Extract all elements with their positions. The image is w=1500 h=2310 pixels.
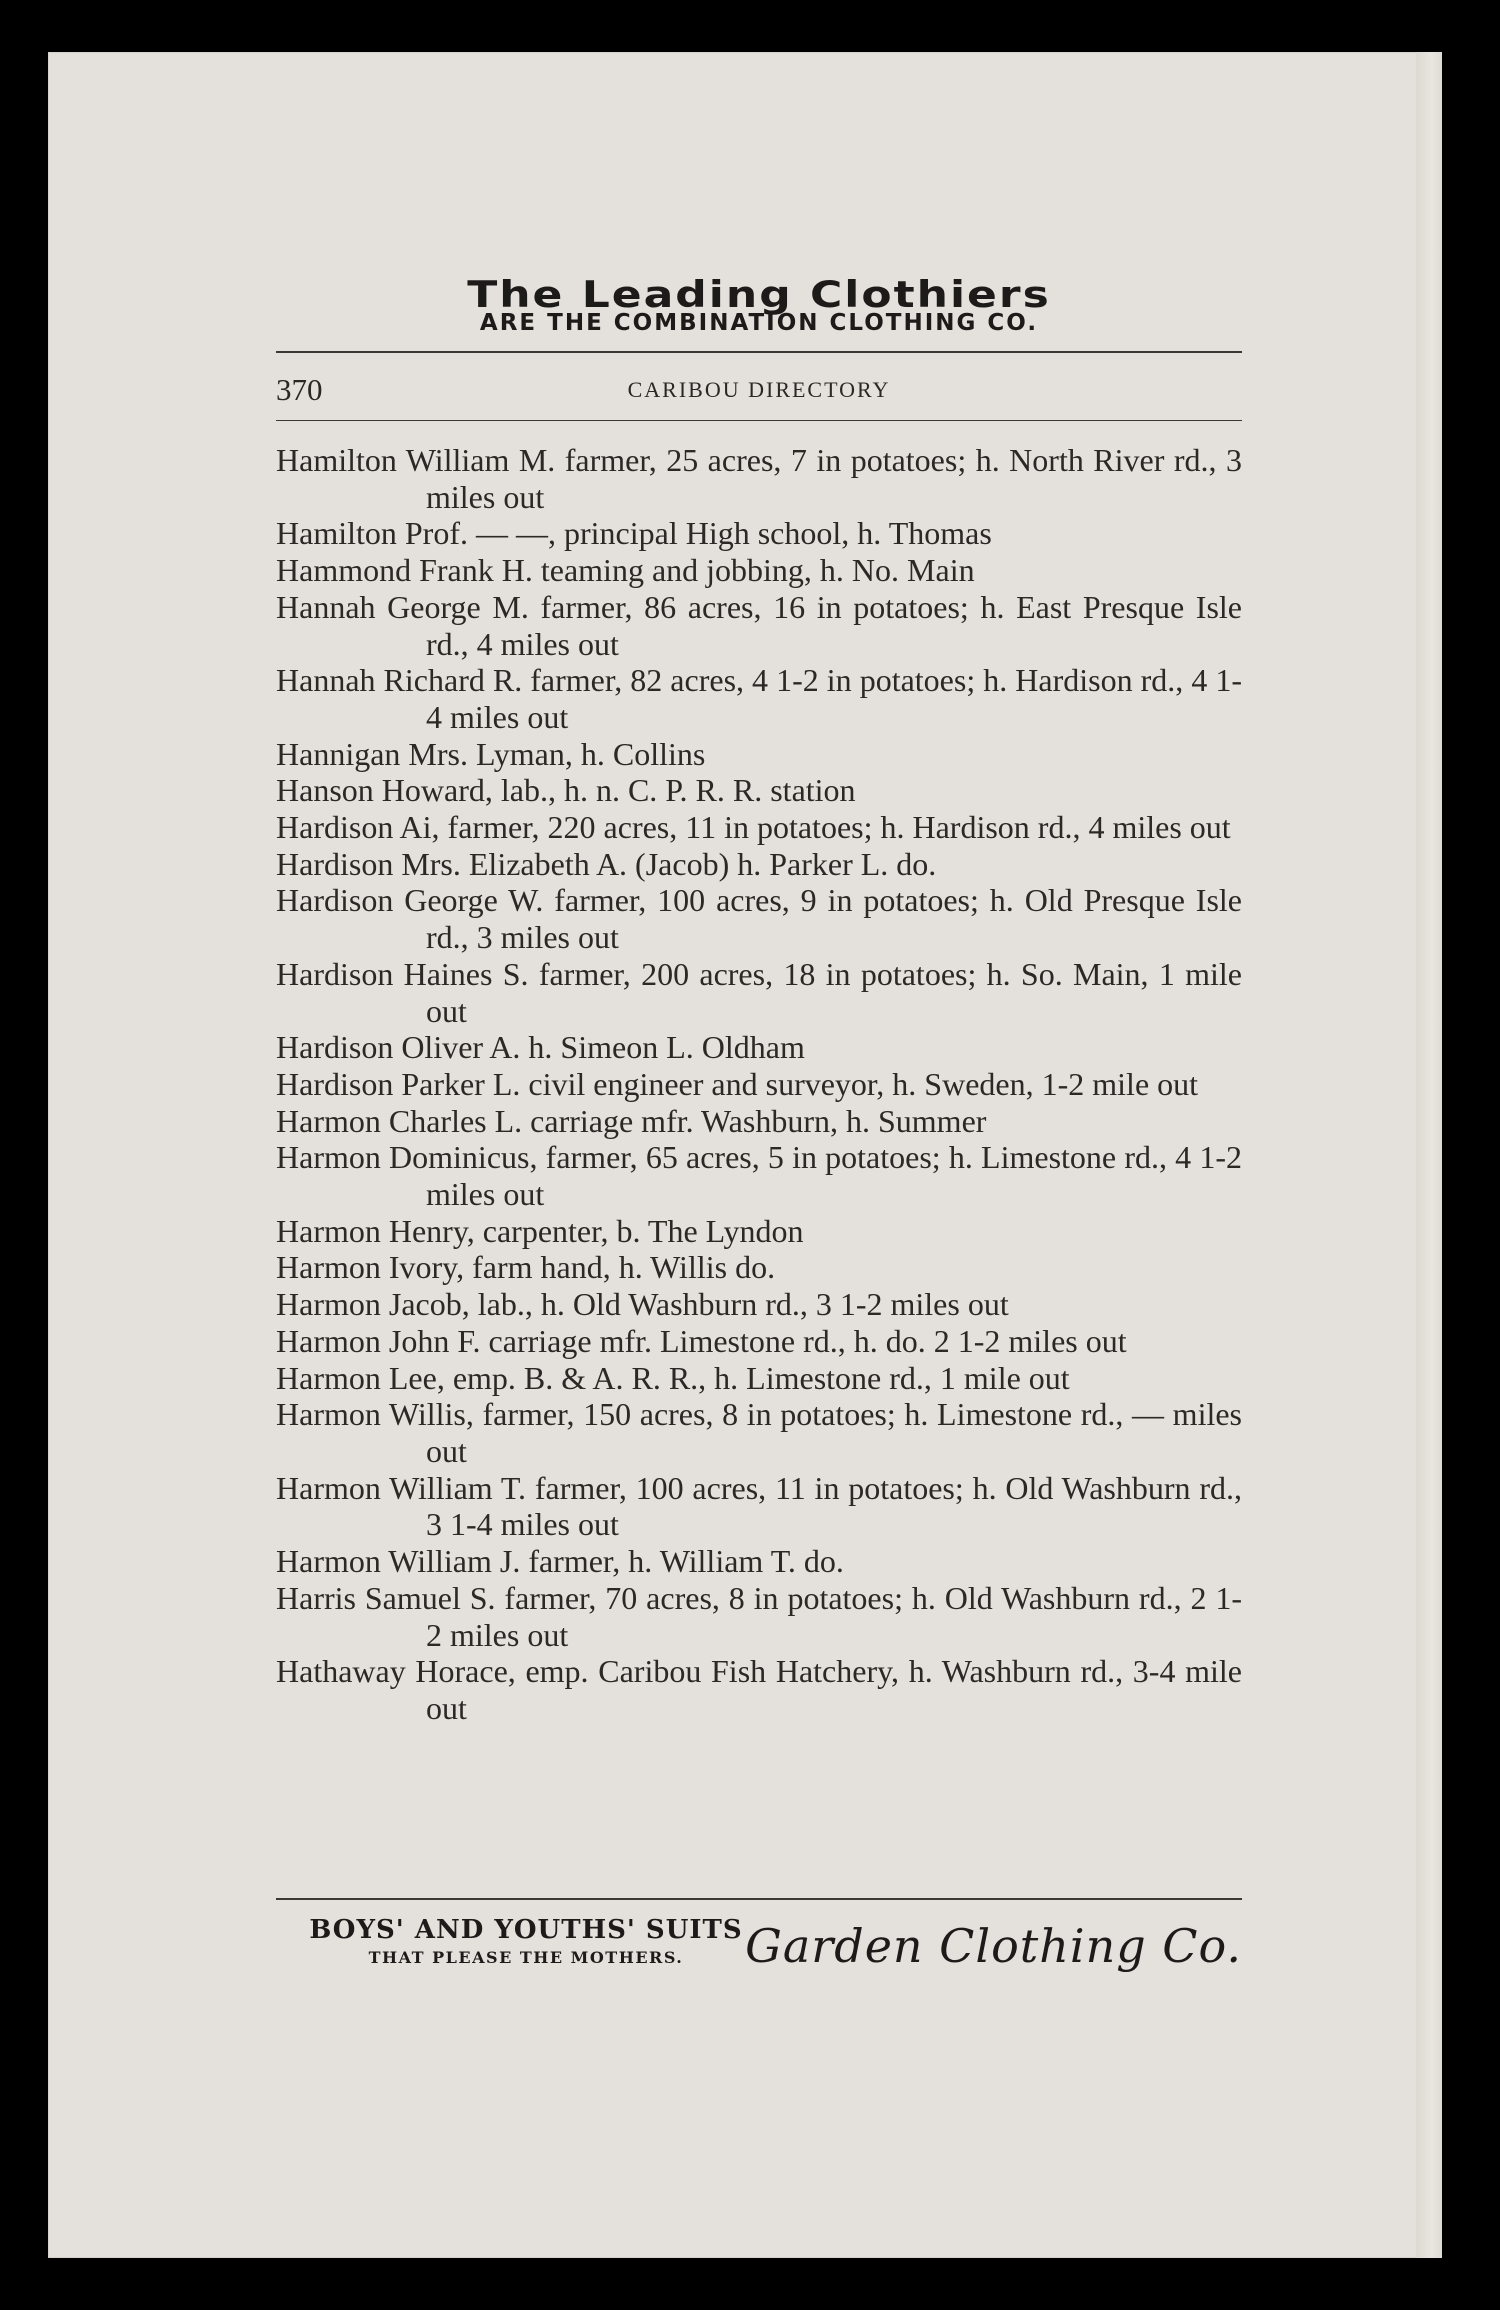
directory-entry: Harmon Ivory, farm hand, h. Willis do. [276, 1249, 776, 1286]
directory-entry: Harris Samuel S. farmer, 70 acres, 8 in potatoes; h. Old Washburn rd., 2 1-2 miles out [276, 1579, 1242, 1653]
directory-entry: Hannah George M. farmer, 86 acres, 16 in potatoes; h. East Presque Isle rd., 4 miles out [276, 588, 1242, 662]
directory-entry: Hannah Richard R. farmer, 82 acres, 4 1-2 in potatoes; h. Hardison rd., 4 1-4 miles out [276, 662, 1242, 735]
running-head-rule [276, 420, 1242, 421]
directory-entry: Hardison Haines S. farmer, 200 acres, 18 in potatoes; h. So. Main, 1 mile out [276, 955, 1242, 1029]
directory-entry: Hardison Ai, farmer, 220 acres, 11 in potatoes; h. Hardison rd., 4 miles out [276, 809, 1231, 846]
directory-entries [276, 442, 1242, 1727]
directory-entry: Harmon Willis, farmer, 150 acres, 8 in potatoes; h. Limestone rd., — miles out [276, 1396, 1242, 1469]
directory-entry: Hammond Frank H. teaming and jobbing, h. No. Main [276, 552, 975, 589]
directory-entry: Hamilton William M. farmer, 25 acres, 7 in potatoes; h. North River rd., 3 miles out [276, 442, 1242, 515]
footer-ad-tagline [276, 1914, 776, 1970]
footer-advertisement [276, 1914, 1242, 1994]
header-advertisement [276, 267, 1242, 337]
running-head [276, 370, 1242, 410]
header-ad-title: The Leading Clothiers [467, 274, 1051, 316]
header-ad-subtitle: ARE THE COMBINATION CLOTHING CO. [479, 310, 1039, 336]
directory-entry: Hardison Parker L. civil engineer and surveyor, h. Sweden, 1-2 mile out [276, 1065, 1199, 1102]
directory-entry: Harmon Lee, emp. B. & A. R. R., h. Limestone rd., 1 mile out [276, 1359, 1070, 1396]
directory-entry: Harmon William J. farmer, h. William T. do. [276, 1543, 844, 1580]
page-edge [1416, 52, 1442, 2258]
running-title: CARIBOU DIRECTORY [627, 377, 891, 402]
directory-entry: Harmon Dominicus, farmer, 65 acres, 5 in potatoes; h. Limestone rd., 4 1-2 miles out [276, 1139, 1242, 1213]
footer-ad-line2: THAT PLEASE THE MOTHERS. [368, 1948, 684, 1967]
footer-rule [276, 1898, 1242, 1900]
directory-entry: Hardison Mrs. Elizabeth A. (Jacob) h. Parker L. do. [276, 845, 937, 882]
directory-entry: Hardison George W. farmer, 100 acres, 9 in potatoes; h. Old Presque Isle rd., 3 miles out [276, 882, 1242, 956]
directory-entry: Hanson Howard, lab., h. n. C. P. R. R. station [276, 772, 856, 809]
footer-ad-line1: BOYS' AND YOUTHS' SUITS [309, 1915, 743, 1945]
directory-entry: Harmon William T. farmer, 100 acres, 11 in potatoes; h. Old Washburn rd., 3 1-4 miles out [276, 1469, 1242, 1543]
page-number: 370 [276, 372, 323, 407]
directory-entry: Hannigan Mrs. Lyman, h. Collins [276, 735, 706, 772]
directory-entry: Harmon Jacob, lab., h. Old Washburn rd., 3 1-2 miles out [276, 1286, 1009, 1323]
header-rule [276, 351, 1242, 353]
directory-entry: Hathaway Horace, emp. Caribou Fish Hatchery, h. Washburn rd., 3-4 mile out [276, 1653, 1242, 1726]
footer-ad-company: Garden Clothing Co. [745, 1919, 1242, 1973]
directory-entry: Hamilton Prof. — —, principal High school, h. Thomas [276, 515, 992, 552]
directory-entry: Harmon Henry, carpenter, b. The Lyndon [276, 1212, 804, 1249]
directory-page [48, 52, 1442, 2258]
directory-entry: Harmon John F. carriage mfr. Limestone rd., h. do. 2 1-2 miles out [276, 1322, 1127, 1359]
directory-entry: Hardison Oliver A. h. Simeon L. Oldham [276, 1029, 805, 1066]
directory-entry: Harmon Charles L. carriage mfr. Washburn, h. Summer [276, 1102, 987, 1139]
